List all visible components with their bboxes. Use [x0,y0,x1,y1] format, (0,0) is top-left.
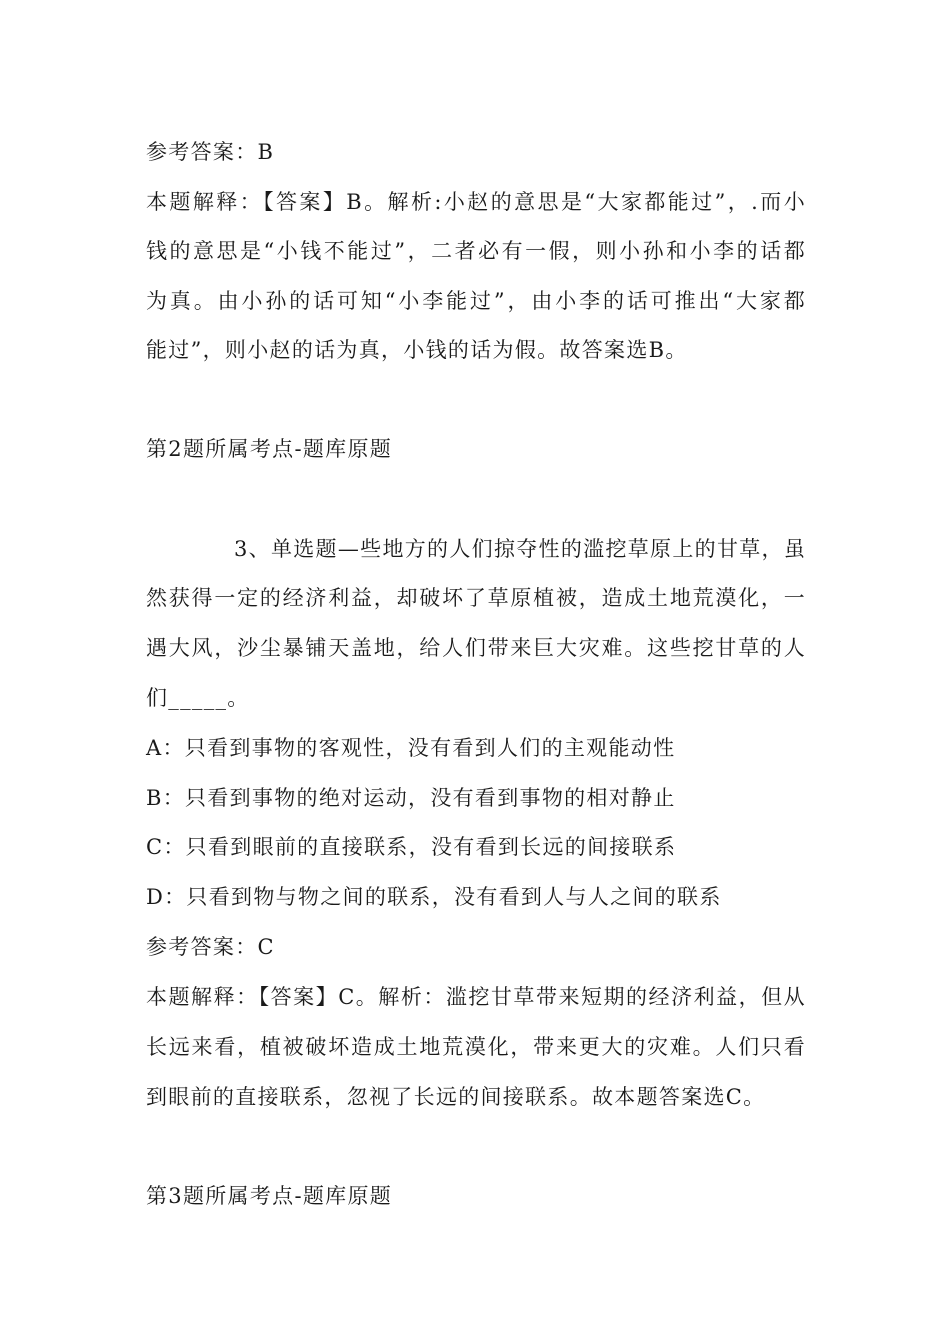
q2-answer: 参考答案：B [146,140,275,164]
q3-topic: 第3题所属考点-题库原题 [146,1184,393,1208]
q3-stem-line-3: 遇大风，沙尘暴铺天盖地，给人们带来巨大灾难。这些挖甘草的人 [146,636,806,660]
q3-option-b: B：只看到事物的绝对运动，没有看到事物的相对静止 [146,786,676,810]
q3-explanation-line-1: 本题解释：【答案】C。解析：滥挖甘草带来短期的经济利益，但从 [146,985,806,1009]
q3-explanation-line-2: 长远来看，植被破坏造成土地荒漠化，带来更大的灾难。人们只看 [146,1035,806,1059]
q3-explanation-line-3: 到眼前的直接联系，忽视了长远的间接联系。故本题答案选C。 [146,1085,766,1109]
q3-answer: 参考答案：C [146,935,275,959]
q3-option-a: A：只看到事物的客观性，没有看到人们的主观能动性 [146,736,676,760]
q3-option-d: D：只看到物与物之间的联系，没有看到人与人之间的联系 [146,885,722,909]
q2-explanation-line-1: 本题解释：【答案】B。解析:小赵的意思是“大家都能过”，.而小 [146,190,806,214]
q3-stem-line-1: 3、单选题—些地方的人们掠夺性的滥挖草原上的甘草，虽 [234,537,807,561]
q2-topic: 第2题所属考点-题库原题 [146,437,393,461]
q2-explanation-line-3: 为真。由小孙的话可知“小李能过”，由小李的话可推出“大家都 [146,289,806,313]
q2-explanation-line-4: 能过”，则小赵的话为真，小钱的话为假。故答案选B。 [146,338,688,362]
q2-explanation-line-2: 钱的意思是“小钱不能过”，二者必有一假，则小孙和小李的话都 [146,239,806,263]
q3-stem-line-2: 然获得一定的经济利益，却破坏了草原植被，造成土地荒漠化，一 [146,586,806,610]
q3-option-c: C：只看到眼前的直接联系，没有看到长远的间接联系 [146,835,677,859]
q3-stem-line-4: 们_____。 [146,686,250,710]
